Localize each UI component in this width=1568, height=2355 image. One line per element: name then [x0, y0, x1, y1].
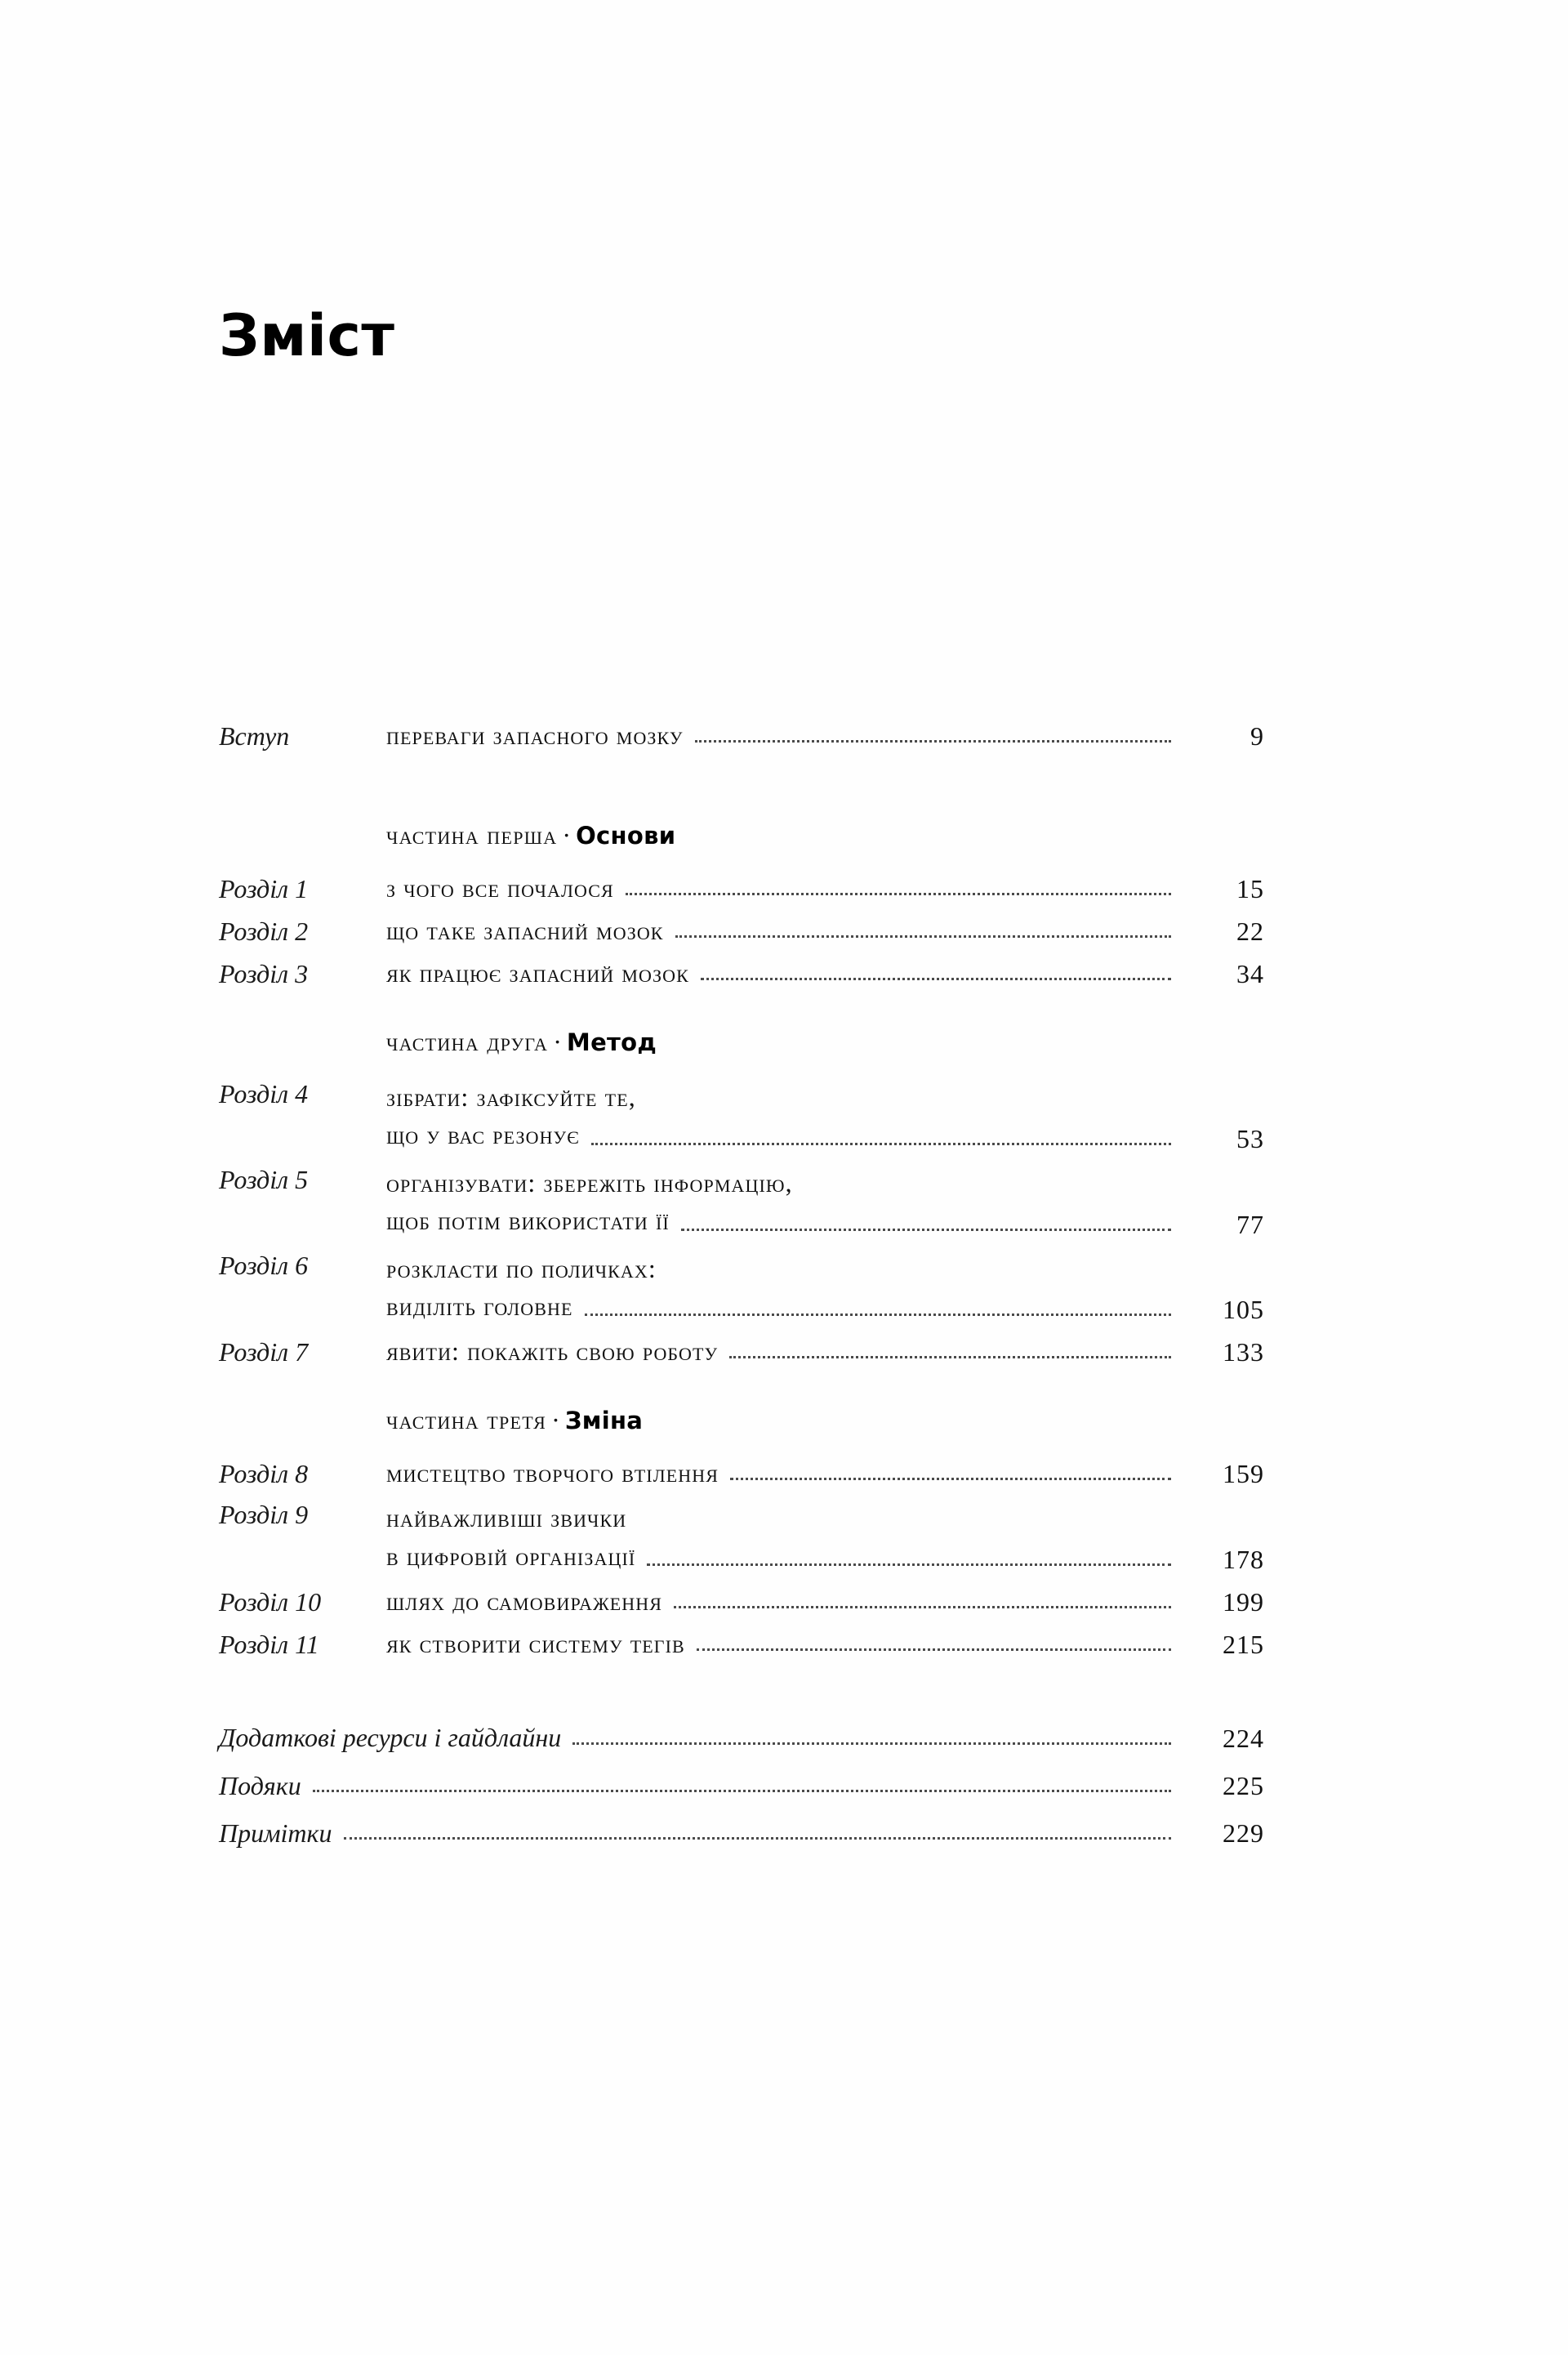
spacer: [219, 761, 1264, 783]
toc-entry[interactable]: [219, 1335, 1264, 1367]
entry-label: Примітки: [219, 1818, 332, 1848]
entry-page-number: 105: [1223, 1295, 1264, 1325]
toc-entry[interactable]: [219, 1456, 1264, 1489]
entry-title-line2: в цифровій організації: [386, 1541, 636, 1571]
toc-entry[interactable]: [219, 872, 1264, 904]
entry-title: [386, 1499, 1264, 1575]
entry-title: мистецтво творчого втілення: [386, 1458, 719, 1488]
leader-dots: [674, 1606, 1171, 1608]
entry-label: Розділ 10: [219, 1586, 322, 1617]
leader-dots: [626, 893, 1171, 895]
leader-dots: [695, 740, 1171, 743]
entry-page-number: 53: [1236, 1123, 1264, 1153]
toc-entry-backmatter[interactable]: [219, 1722, 1264, 1753]
leader-dots: [313, 1790, 1171, 1792]
toc-entry[interactable]: [219, 1078, 1264, 1154]
entry-title: [386, 1164, 1264, 1240]
leader-dots: [681, 1229, 1171, 1231]
page-title: Зміст: [219, 302, 395, 369]
entry-page-number: 215: [1223, 1630, 1264, 1660]
entry-page-number: 22: [1236, 917, 1264, 946]
entry-page-number: 34: [1236, 959, 1264, 988]
entry-label: Вступ: [219, 720, 290, 751]
leader-dots: [675, 935, 1171, 938]
entry-title: шлях до самовираження: [386, 1586, 663, 1617]
entry-page-number: 15: [1236, 874, 1264, 903]
entry-title-line1: розкласти по поличках:: [386, 1253, 657, 1283]
part-title: Зміна: [564, 1407, 644, 1435]
toc-entry[interactable]: [219, 914, 1264, 947]
toc-entry[interactable]: [219, 1250, 1264, 1326]
entry-label: Розділ 11: [219, 1629, 319, 1659]
toc-entry[interactable]: [219, 1164, 1264, 1240]
leader-dots: [729, 1356, 1171, 1358]
entry-title-line1: організувати: збережіть інформацію,: [386, 1167, 793, 1198]
part-heading-3: [386, 1405, 1264, 1435]
entry-page-number: 77: [1236, 1209, 1264, 1239]
entry-label: Розділ 7: [219, 1336, 309, 1367]
leader-dots: [572, 1742, 1171, 1745]
part-heading-1: [386, 820, 1264, 850]
toc-entry[interactable]: [219, 1585, 1264, 1617]
leader-dots: [647, 1563, 1171, 1566]
entry-page-number: 199: [1223, 1587, 1264, 1617]
entry-label: Розділ 1: [219, 873, 309, 903]
entry-label: Додаткові ресурси і гайдлайни: [219, 1723, 562, 1753]
entry-title-line2: що у вас резонує: [386, 1120, 580, 1150]
entry-title-line1: найважливіші звички: [386, 1503, 627, 1533]
entry-label: Розділ 5: [219, 1164, 309, 1194]
toc-entry-backmatter[interactable]: [219, 1770, 1264, 1801]
entry-title: явити: покажіть свою роботу: [386, 1336, 719, 1367]
toc-entry[interactable]: [219, 1627, 1264, 1660]
part-name: частина друга: [386, 1027, 549, 1056]
entry-label: Розділ 9: [219, 1500, 309, 1530]
entry-page-number: 133: [1223, 1337, 1264, 1367]
part-title: Метод: [566, 1028, 657, 1056]
entry-title: [386, 1250, 1264, 1326]
leader-dots: [591, 1143, 1171, 1145]
leader-dots: [585, 1314, 1171, 1316]
entry-title: що таке запасний мозок: [386, 916, 664, 945]
leader-dots: [697, 1648, 1171, 1651]
toc-entry[interactable]: [219, 957, 1264, 989]
leader-dots: [701, 978, 1171, 980]
entry-page-number: 159: [1223, 1459, 1264, 1489]
entry-title-line1: зібрати: зафіксуйте те,: [386, 1082, 636, 1112]
entry-page-number: 9: [1250, 721, 1264, 751]
entry-label: Розділ 2: [219, 916, 309, 946]
entry-title-line2: виділіть головне: [386, 1291, 573, 1321]
part-name: частина третя: [386, 1405, 547, 1435]
entry-label: Подяки: [219, 1770, 301, 1800]
toc-entry[interactable]: [219, 1499, 1264, 1575]
entry-title: з чого все почалося: [386, 873, 614, 903]
entry-label: Розділ 3: [219, 958, 309, 988]
entry-label: Розділ 6: [219, 1250, 309, 1280]
table-of-contents: [219, 719, 1264, 1865]
part-separator: ·: [553, 1027, 562, 1056]
entry-title: як створити систему тегів: [386, 1629, 685, 1659]
entry-page-number: 224: [1223, 1723, 1264, 1753]
part-separator: ·: [562, 820, 572, 850]
entry-page-number: 225: [1223, 1770, 1264, 1800]
part-heading-2: [386, 1027, 1264, 1057]
part-separator: ·: [551, 1405, 560, 1435]
entry-label: Розділ 4: [219, 1079, 309, 1108]
entry-title: переваги запасного мозку: [386, 720, 684, 750]
entry-label: Розділ 8: [219, 1458, 309, 1488]
part-name: частина перша: [386, 820, 558, 850]
spacer: [219, 1670, 1264, 1722]
entry-page-number: 178: [1223, 1545, 1264, 1575]
leader-dots: [730, 1478, 1171, 1480]
entry-title: [386, 1078, 1264, 1154]
leader-dots: [344, 1837, 1172, 1840]
entry-title: як працює запасний мозок: [386, 958, 689, 988]
toc-entry-intro[interactable]: [219, 719, 1264, 752]
entry-page-number: 229: [1223, 1818, 1264, 1849]
toc-entry-backmatter[interactable]: [219, 1818, 1264, 1849]
part-title: Основи: [576, 822, 676, 850]
entry-title-line2: щоб потім використати її: [386, 1206, 670, 1236]
